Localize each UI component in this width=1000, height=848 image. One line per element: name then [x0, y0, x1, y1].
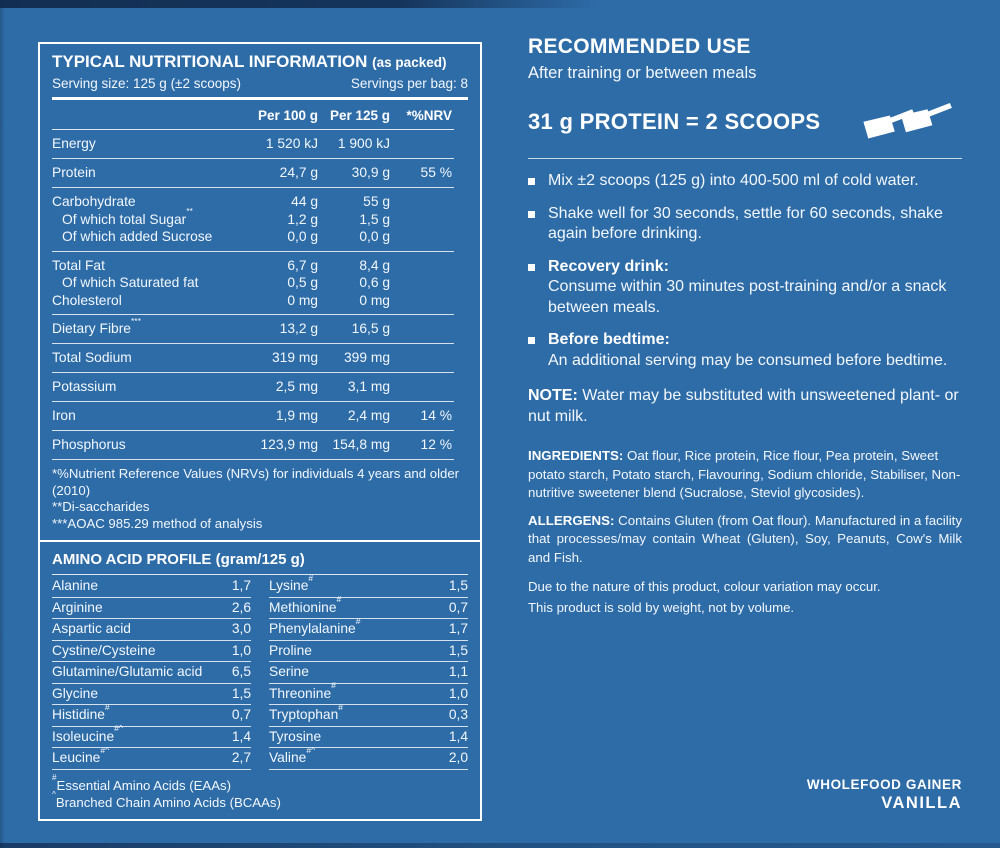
nutrition-title-text: TYPICAL NUTRITIONAL INFORMATION — [52, 52, 368, 71]
amino-name: Lysine# — [269, 572, 314, 593]
amino-row — [269, 680, 468, 706]
note-text: Water may be substituted with unsweetened plant- or nut milk. — [528, 387, 959, 425]
per-100g-value: 123,9 mg — [260, 437, 318, 452]
column-per-125g: Per 125 g — [329, 108, 390, 123]
nutrition-row — [52, 274, 452, 292]
bullet-square-icon — [528, 264, 535, 271]
nutrition-row — [52, 436, 452, 454]
amino-grid — [52, 572, 468, 770]
per-100g-value: 319 mg — [271, 350, 318, 365]
amino-value: 0,7 — [448, 599, 468, 615]
amino-name: Isoleucine#^ — [52, 723, 123, 744]
nrv-value — [390, 257, 452, 275]
amino-row — [269, 615, 468, 641]
per-100g-value: 2,5 mg — [275, 379, 318, 394]
amino-value: 2,0 — [448, 750, 468, 765]
nutrient-name: Cholesterol — [52, 292, 122, 308]
nutrition-column-headers — [52, 100, 454, 130]
amino-row — [52, 723, 251, 749]
per-125g-value: 1 900 kJ — [337, 136, 390, 151]
extra-notes — [528, 576, 962, 618]
usage-detail: Mix ±2 scoops (125 g) into 400-500 ml of cold water. — [548, 172, 919, 189]
nutrient-name: Total Fat — [52, 257, 105, 273]
amino-row — [269, 572, 468, 598]
per-100g-value: 0 mg — [287, 292, 318, 308]
usage-item — [528, 171, 962, 192]
superscript-marker: # — [331, 680, 336, 691]
amino-row — [269, 641, 468, 663]
amino-name: Tryptophan# — [269, 701, 344, 722]
per-125g-value: 399 mg — [343, 350, 390, 365]
nrv-value — [390, 320, 452, 338]
nrv-value — [390, 211, 452, 229]
headline-divider — [528, 158, 962, 159]
amino-value: 1,1 — [448, 664, 468, 679]
table-footnote: ***AOAC 985.29 method of analysis — [52, 515, 263, 531]
amino-row — [269, 727, 468, 749]
nrv-value — [390, 193, 452, 211]
top-dark-band — [0, 0, 1000, 8]
amino-value: 1,7 — [231, 578, 251, 593]
amino-col-right — [269, 572, 468, 770]
allergens-paragraph — [528, 512, 962, 568]
per-125g-value: 1,5 g — [359, 211, 390, 227]
amino-value: 1,7 — [448, 621, 468, 636]
per-125g-value: 3,1 mg — [347, 379, 390, 394]
column-spacer — [52, 108, 234, 123]
nutrition-row — [52, 164, 452, 182]
nutrition-row — [52, 315, 452, 338]
usage-detail: Consume within 30 minutes post-training and/or a snack between meals. — [548, 278, 947, 316]
amino-footnote: #Essential Amino Acids (EAAs) — [52, 773, 231, 793]
ingredients-label: INGREDIENTS: — [528, 448, 624, 463]
amino-name: Histidine# — [52, 701, 110, 722]
amino-row — [52, 641, 251, 663]
nutrient-name: Of which Saturated fat — [62, 275, 199, 290]
amino-row — [52, 662, 251, 684]
nrv-value: 12 % — [420, 437, 452, 452]
amino-row — [52, 619, 251, 641]
nutrient-name: Of which added Sucrose — [62, 229, 213, 244]
amino-row — [52, 576, 251, 598]
amino-name: Glycine — [52, 685, 99, 701]
nutrition-group — [52, 159, 454, 188]
amino-value: 0,7 — [231, 707, 251, 722]
bullet-square-icon — [528, 337, 535, 344]
nutrition-rows — [52, 130, 468, 460]
usage-detail: An additional serving may be consumed before bedtime. — [548, 351, 948, 369]
nutrition-title-suffix: (as packed) — [372, 55, 447, 70]
per-125g-value: 0,6 g — [359, 275, 390, 290]
amino-name: Aspartic acid — [52, 621, 131, 636]
amino-name: Serine — [269, 664, 309, 679]
nutrient-name: Energy — [52, 136, 96, 151]
table-footnote: **Di-saccharides — [52, 499, 150, 514]
ingredients-text: Oat flour, Rice protein, Rice flour, Pea protein, Sweet potato starch, Potato starch, Flavouring, Sodium chloride, Stabiliser, Non-nutritive sweetener blend (Sucralose, Steviol glycosides). — [528, 448, 961, 500]
amino-profile-box — [38, 540, 482, 821]
amino-name: Leucine#^ — [52, 744, 110, 765]
amino-value: 1,4 — [448, 728, 468, 744]
amino-value: 1,5 — [448, 642, 468, 658]
nrv-value — [390, 378, 452, 396]
nutrient-name: Iron — [52, 408, 76, 423]
nrv-value — [390, 292, 452, 310]
nutrition-row — [52, 292, 452, 310]
amino-value: 1,0 — [231, 642, 251, 658]
per-125g-value: 55 g — [363, 194, 390, 209]
amino-value: 1,4 — [231, 728, 251, 744]
recommended-use-title: RECOMMENDED USE — [528, 35, 751, 58]
per-100g-value: 0,0 g — [287, 229, 318, 244]
note-line: This product is sold by weight, not by volume. — [528, 600, 795, 615]
amino-value: 1,0 — [448, 685, 468, 701]
nutrition-group — [52, 188, 454, 252]
amino-value: 1,5 — [231, 685, 251, 701]
amino-name: Tyrosine — [269, 728, 322, 744]
usage-item — [528, 257, 962, 319]
superscript-marker: # — [52, 773, 57, 783]
product-flavour: VANILLA — [881, 794, 962, 812]
amino-name: Phenylalanine# — [269, 615, 361, 636]
nutrition-table-title — [52, 51, 468, 74]
nutrient-name: Protein — [52, 165, 96, 180]
per-100g-value: 13,2 g — [279, 321, 318, 336]
bottom-dark-band — [0, 843, 1000, 848]
usage-detail: Shake well for 30 seconds, settle for 60 seconds, shake again before drinking. — [548, 204, 943, 242]
nrv-value: 14 % — [420, 408, 452, 423]
usage-item — [528, 330, 962, 371]
amino-row — [269, 744, 468, 770]
servings-per-bag: Servings per bag: 8 — [350, 76, 468, 91]
amino-name: Methionine# — [269, 594, 342, 615]
bullet-square-icon — [528, 211, 535, 218]
nutrition-row — [52, 349, 452, 367]
nrv-value — [390, 349, 452, 367]
amino-name: Glutamine/Glutamic acid — [52, 664, 203, 679]
column-nrv: *%NRV — [406, 108, 452, 123]
amino-value: 6,5 — [231, 664, 251, 679]
nrv-value: 55 % — [420, 165, 452, 180]
usage-lead: Recovery drink: — [548, 257, 669, 275]
nutrition-group — [52, 130, 454, 159]
amino-row — [269, 701, 468, 727]
per-125g-value: 8,4 g — [359, 257, 390, 273]
note-paragraph — [528, 385, 962, 427]
per-125g-value: 0 mg — [359, 292, 390, 308]
nutrition-group — [52, 315, 454, 344]
usage-text — [548, 204, 962, 245]
superscript-marker: # — [308, 572, 314, 583]
usage-item — [528, 204, 962, 245]
per-125g-value: 30,9 g — [351, 165, 390, 180]
amino-row — [52, 598, 251, 620]
usage-text — [548, 257, 962, 319]
nrv-value — [390, 228, 452, 246]
nutrition-row — [52, 206, 452, 229]
amino-profile-title: AMINO ACID PROFILE (gram/125 g) — [52, 549, 468, 575]
recommended-use-section — [528, 34, 962, 618]
amino-name: Valine#^ — [269, 744, 316, 765]
note-label: NOTE: — [528, 387, 578, 404]
usage-lead: Before bedtime: — [548, 331, 670, 348]
scoops-icon — [862, 98, 954, 145]
per-125g-value: 2,4 mg — [347, 408, 390, 423]
usage-text — [548, 330, 947, 371]
nutrient-name: Carbohydrate — [52, 194, 136, 209]
nutrition-group — [52, 373, 454, 402]
nutrition-table-box — [38, 42, 482, 542]
nrv-value — [390, 274, 452, 292]
amino-value: 3,0 — [231, 621, 251, 636]
superscript-marker: # — [338, 701, 344, 712]
amino-value: 2,7 — [231, 750, 251, 765]
product-name: WHOLEFOOD GAINER — [806, 777, 962, 792]
usage-list — [528, 171, 962, 371]
amino-footnotes — [52, 773, 468, 811]
nutrition-group — [52, 402, 454, 431]
bullet-square-icon — [528, 178, 535, 185]
amino-name: Arginine — [52, 599, 103, 615]
nutrition-row — [52, 378, 452, 396]
nutrition-row — [52, 257, 452, 275]
nrv-value — [390, 135, 452, 153]
per-100g-value: 44 g — [291, 194, 318, 209]
amino-name: Cystine/Cysteine — [52, 642, 156, 658]
serving-info-row — [52, 75, 468, 92]
amino-value: 1,5 — [448, 578, 468, 593]
brand-block — [807, 776, 962, 813]
per-100g-value: 1,9 mg — [275, 408, 318, 423]
left-dark-band — [0, 0, 5, 848]
per-125g-value: 0,0 g — [359, 229, 390, 244]
amino-footnote: ^Branched Chain Amino Acids (BCAAs) — [52, 790, 281, 810]
recommended-use-subtitle: After training or between meals — [528, 64, 757, 82]
superscript-marker: #^ — [114, 723, 123, 734]
nutrition-group — [52, 431, 454, 460]
per-100g-value: 1,2 g — [287, 211, 318, 227]
nutrient-name: Phosphorus — [52, 437, 126, 452]
amino-row — [269, 662, 468, 684]
nutrition-row — [52, 193, 452, 211]
superscript-marker: #^ — [306, 744, 316, 755]
nutrition-row — [52, 407, 452, 425]
amino-row — [269, 594, 468, 620]
per-125g-value: 154,8 mg — [332, 437, 390, 452]
nutrient-name: Of which total Sugar** — [62, 206, 193, 227]
amino-value: 0,3 — [448, 707, 468, 722]
amino-col-left — [52, 576, 251, 770]
superscript-marker: # — [104, 701, 110, 712]
amino-name: Threonine# — [269, 680, 336, 701]
allergens-label: ALLERGENS: — [528, 512, 615, 528]
superscript-marker: *** — [130, 315, 141, 326]
superscript-marker: ** — [186, 206, 193, 217]
ingredients-paragraph — [528, 447, 962, 503]
nutrient-name: Total Sodium — [52, 350, 132, 365]
per-100g-value: 24,7 g — [279, 165, 318, 180]
superscript-marker: # — [336, 594, 342, 605]
amino-row — [52, 684, 251, 706]
nutrient-name: Dietary Fibre*** — [52, 315, 141, 336]
table-footnote: *%Nutrient Reference Values (NRVs) for individuals 4 years and older (2010) — [52, 466, 460, 498]
amino-value: 2,6 — [231, 599, 251, 615]
allergens-text: Contains Gluten (from Oat flour). Manufactured in a facility that processes/may contain Wheat (Gluten), Soy, Peanuts, Cow's Milk and Fish. — [528, 512, 962, 565]
nutrition-group — [52, 344, 454, 373]
serving-size: Serving size: 125 g (±2 scoops) — [52, 76, 241, 91]
protein-scoops-headline: 31 g PROTEIN = 2 SCOOPS — [528, 108, 821, 134]
nutrition-footnotes — [52, 466, 460, 532]
nutrition-row — [52, 135, 452, 153]
amino-name: Proline — [269, 642, 312, 658]
per-125g-value: 16,5 g — [351, 321, 390, 336]
superscript-marker: ^ — [52, 790, 56, 800]
amino-name: Alanine — [52, 578, 99, 593]
column-per-100g: Per 100 g — [257, 108, 318, 123]
per-100g-value: 1 520 kJ — [265, 136, 318, 151]
nutrition-group — [52, 252, 454, 316]
superscript-marker: # — [355, 615, 361, 626]
amino-row — [52, 744, 251, 770]
note-line: Due to the nature of this product, colour variation may occur. — [528, 579, 881, 594]
nutrient-name: Potassium — [52, 379, 117, 394]
superscript-marker: #^ — [100, 744, 110, 755]
per-100g-value: 6,7 g — [287, 257, 318, 273]
protein-headline-row — [528, 98, 962, 145]
usage-text — [548, 171, 919, 192]
nutrition-row — [52, 228, 452, 246]
per-100g-value: 0,5 g — [287, 275, 318, 290]
amino-row — [52, 701, 251, 727]
